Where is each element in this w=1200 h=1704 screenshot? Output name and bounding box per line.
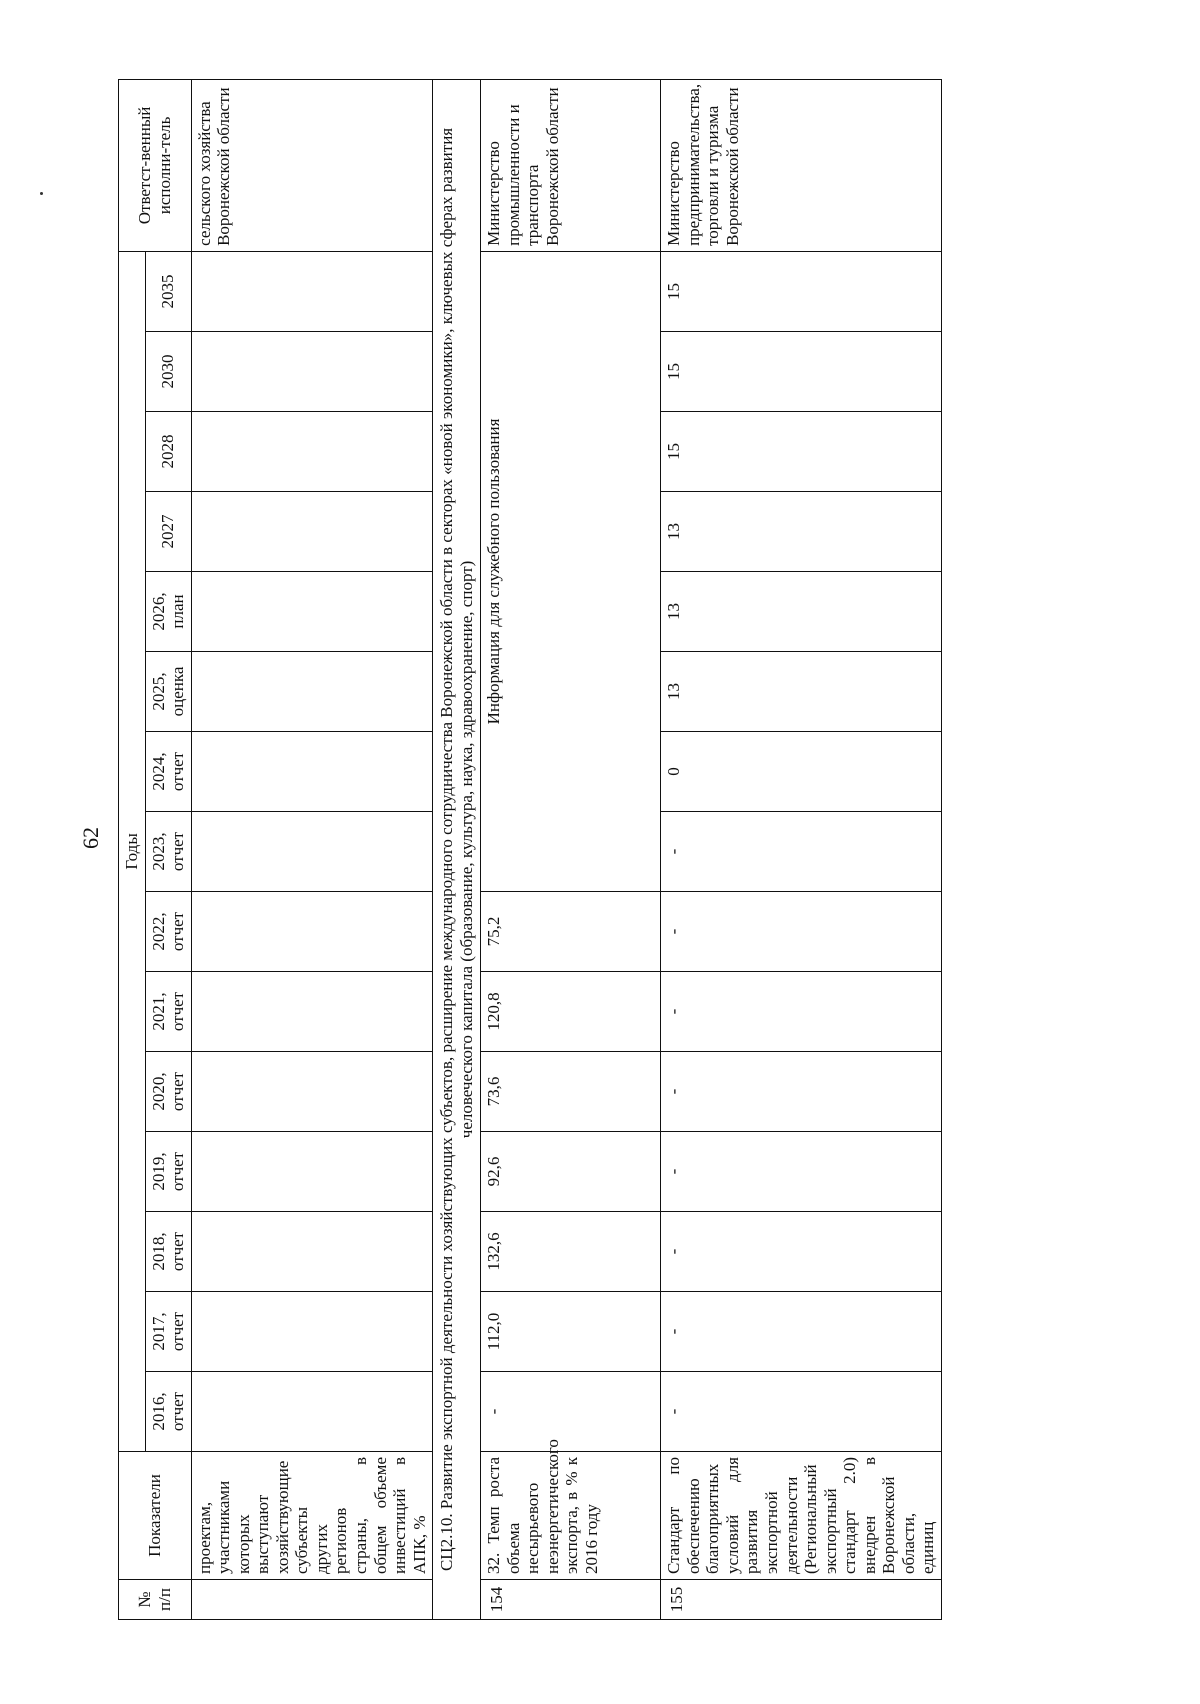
value-cell: - [661,1212,942,1292]
row-responsible: сельского хозяйства Воронежской области [191,79,433,251]
header-num: № п/п [119,1580,192,1620]
scan-speck [40,192,43,195]
page-number: 62 [78,827,103,849]
year-header: 2022, отчет [145,892,191,972]
value-cell: 15 [661,251,942,331]
row-responsible: Министерство промышленности и транспорта Воронежской области [481,79,661,251]
table-row [661,79,942,1619]
value-cell: - [661,972,942,1052]
value-cell: 13 [661,652,942,732]
row-num: 155 [661,1580,942,1620]
value-cell: - [661,892,942,972]
year-header: 2028 [145,412,191,492]
value-cell: - [661,1372,942,1452]
value-cell: - [661,1132,942,1212]
value-cell [191,1212,433,1292]
table-row [481,79,661,1619]
value-cell [191,492,433,572]
rotated-document [118,80,1078,1620]
year-header: 2020, отчет [145,1052,191,1132]
row-num [191,1580,433,1620]
value-cell [191,812,433,892]
year-header: 2021, отчет [145,972,191,1052]
year-header: 2030 [145,332,191,412]
year-header: 2016, отчет [145,1372,191,1452]
row-indicator: проектам, участниками которых выступают хозяйствующие субъекты других регионов страны, в общем объеме инвестиций в АПК, % [191,1452,433,1580]
value-cell [191,972,433,1052]
value-cell: 73,6 [481,1052,661,1132]
row-indicator: Стандарт по обеспечению благоприятных условий для развития экспортной деятельности (Региональный экспортный стандарт 2.0) внедрен в Воронежской области, единиц [661,1452,942,1580]
year-header: 2025, оценка [145,652,191,732]
info-note: Информация для служебного пользования [481,251,661,891]
value-cell [191,332,433,412]
year-header: 2018, отчет [145,1212,191,1292]
row-num: 154 [481,1580,661,1620]
value-cell [191,251,433,331]
value-cell: - [481,1372,661,1452]
year-header: 2026, план [145,572,191,652]
value-cell: - [661,812,942,892]
value-cell: 13 [661,572,942,652]
value-cell: - [661,1052,942,1132]
value-cell: 15 [661,332,942,412]
value-cell [191,412,433,492]
value-cell [191,1292,433,1372]
year-header: 2017, отчет [145,1292,191,1372]
section-title: СЦ2.10. Развитие экспортной деятельности хозяйствующих субъектов, расширение международного сотрудничества Воронежской области в секторах «новой экономики», ключевых сферах развития человеческого капитала (образование, культура, наука, здравоохранение, спорт) [433,79,481,1619]
value-cell: 112,0 [481,1292,661,1372]
value-cell: 13 [661,492,942,572]
row-responsible: Министерство предпринимательства, торговли и туризма Воронежской области [661,79,942,251]
value-cell [191,652,433,732]
year-header: 2024, отчет [145,732,191,812]
header-responsible: Ответст-венный исполни-тель [119,79,192,251]
value-cell [191,1132,433,1212]
value-cell [191,892,433,972]
value-cell: 0 [661,732,942,812]
value-cell [191,1372,433,1452]
year-header: 2023, отчет [145,812,191,892]
row-indicator: 32. Темп роста объема несырьевого неэнергетического экспорта, в % к 2016 году [481,1452,661,1580]
value-cell: 75,2 [481,892,661,972]
value-cell: 132,6 [481,1212,661,1292]
value-cell [191,1052,433,1132]
indicators-table [118,79,942,1620]
year-header: 2035 [145,251,191,331]
value-cell: 15 [661,412,942,492]
year-header: 2019, отчет [145,1132,191,1212]
value-cell: - [661,1292,942,1372]
value-cell [191,572,433,652]
value-cell [191,732,433,812]
year-header: 2027 [145,492,191,572]
section-row [433,79,481,1619]
value-cell: 92,6 [481,1132,661,1212]
value-cell: 120,8 [481,972,661,1052]
table-row [191,79,433,1619]
header-years: Годы [119,251,146,1451]
header-indicator: Показатели [119,1452,192,1580]
